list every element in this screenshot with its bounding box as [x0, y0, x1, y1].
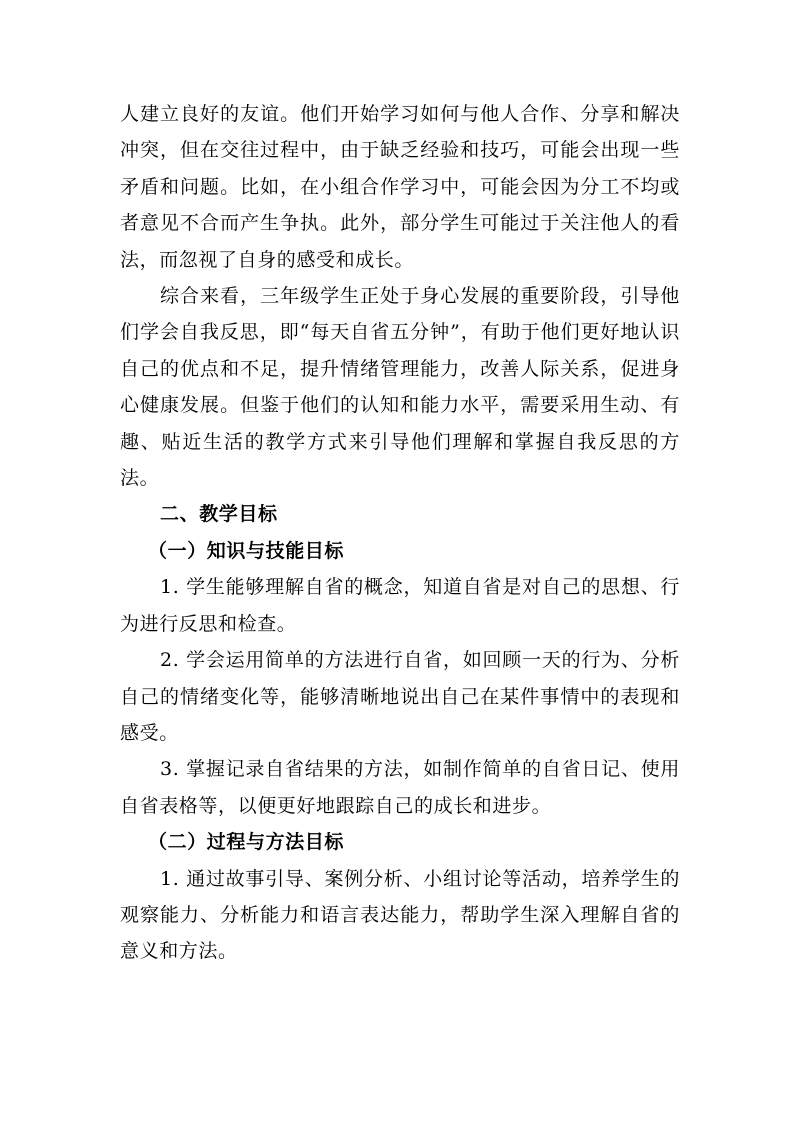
subsection-heading-process-methods: （二）过程与方法目标: [148, 831, 345, 854]
list-item: 2. 学会运用简单的方法进行自省，如回顾一天的行为、分析自己的情绪变化等，能够清晰地说出自己在某件事情中的表现和感受。: [120, 649, 680, 744]
section-heading-teaching-goals: 二、教学目标: [160, 503, 278, 526]
list-item: 1. 通过故事引导、案例分析、小组讨论等活动，培养学生的观察能力、分析能力和语言表达能力，帮助学生深入理解自省的意义和方法。: [120, 867, 680, 963]
document-page: [120, 96, 680, 970]
list-item: 3. 掌握记录自省结果的方法，如制作简单的自省日记、使用自省表格等，以便更好地跟踪自己的成长和进步。: [120, 758, 680, 817]
subsection-heading-knowledge-skills: （一）知识与技能目标: [148, 539, 345, 562]
paragraph-summary: 综合来看，三年级学生正处于身心发展的重要阶段，引导他们学会自我反思，即“每天自省五分钟”，有助于他们更好地认识自己的优点和不足，提升情绪管理能力，改善人际关系，促进身心健康发展。但鉴于他们的认知和能力水平，需要采用生动、有趣、贴近生活的教学方式来引导他们理解和掌握自我反思的方法。: [120, 285, 680, 490]
paragraph-continued: 人建立良好的友谊。他们开始学习如何与他人合作、分享和解决冲突，但在交往过程中，由于缺乏经验和技巧，可能会出现一些矛盾和问题。比如，在小组合作学习中，可能会因为分工不均或者意见不合而产生争执。此外，部分学生可能过于关注他人的看法，而忽视了自身的感受和成长。: [120, 103, 680, 271]
list-item: 1. 学生能够理解自省的概念，知道自省是对自己的思想、行为进行反思和检查。: [120, 576, 680, 635]
